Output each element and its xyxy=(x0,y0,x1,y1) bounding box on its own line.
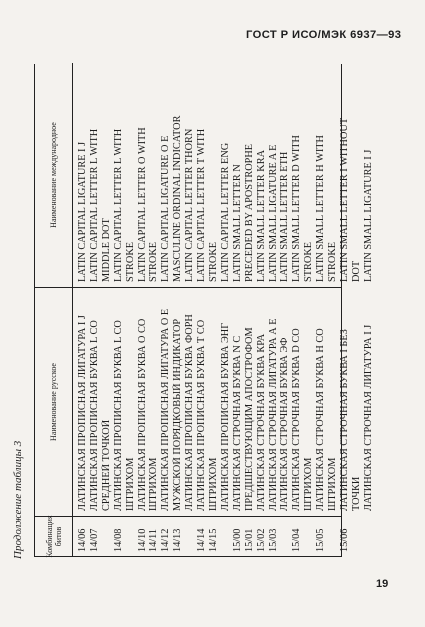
page-number: 19 xyxy=(376,578,389,590)
russian-name-line: ЛАТИНСКАЯ ПРОПИСНАЯ БУКВА L СО xyxy=(88,320,100,511)
russian-name-line: ЛАТИНСКАЯ ПРОПИСНАЯ ЛИГАТУРА I J xyxy=(77,315,88,511)
international-name-line: LATIN CAPITAL LETTER ENG xyxy=(219,142,231,282)
russian-name-line: ЛАТИНСКАЯ СТРОЧНАЯ ЛИГАТУРА I J xyxy=(362,324,374,511)
russian-name-line: ЛАТИНСКАЯ ПРОПИСНАЯ БУКВА L СО xyxy=(112,320,124,511)
russian-name-line: ТОЧКИ xyxy=(350,476,362,511)
russian-name-line: ПРЕДШЕСТВУЮЩИМ АПОСТРОФОМ xyxy=(243,327,255,511)
international-name-line: LATIN CAPITAL LIGATURE I J xyxy=(77,141,88,282)
bit-combination-cell: 15/02 xyxy=(255,528,267,552)
column-russian-name xyxy=(35,287,374,516)
bit-combination-cell: 15/00 xyxy=(231,528,243,552)
international-name-line: LATIN SMALL LETTER ETH xyxy=(279,151,291,282)
bit-combination-cell: 14/11 xyxy=(148,528,160,552)
international-name-line: LATIN SMALL LIGATURE I J xyxy=(362,149,374,282)
international-name-line: STROKE xyxy=(303,241,315,282)
bit-combination-cell: 15/01 xyxy=(243,528,255,552)
bit-combination-cell: 14/12 xyxy=(160,528,172,552)
international-name-line: STROKE xyxy=(327,241,339,282)
russian-name-line: ЛАТИНСКАЯ СТРОЧНАЯ БУКВА КРА xyxy=(255,333,267,511)
bit-combination-cell xyxy=(327,517,339,556)
russian-name-line: ЛАТИНСКАЯ СТРОЧНАЯ ЛИГАТУРА А Е xyxy=(267,318,279,511)
international-name-line: LATIN CAPITAL LETTER L WITH xyxy=(112,128,124,282)
bit-combination-cell: 14/07 xyxy=(88,528,100,552)
russian-name-line: ЛАТИНСКАЯ СТРОЧНАЯ БУКВА N С xyxy=(231,335,243,511)
header-russian-name: Наименование русское xyxy=(35,288,73,516)
international-name-line: LATIN CAPITAL LETTER L WITH xyxy=(88,128,100,282)
header-international-name: Наименование международное xyxy=(35,63,73,287)
russian-name-line: ШТРИХОМ xyxy=(207,457,219,511)
russian-name-line: ЛАТИНСКАЯ СТРОЧНАЯ БУКВА I БЕЗ xyxy=(338,329,350,511)
international-name-line: LATIN SMALL LETTER KRA xyxy=(255,149,267,282)
bit-combination-cell: 15/06 xyxy=(338,528,350,552)
bit-combination-cell: 14/10 xyxy=(136,528,148,552)
column-bit-combination xyxy=(35,515,350,558)
russian-rows xyxy=(77,288,375,516)
russian-name-line: ЛАТИНСКАЯ ПРОПИСНАЯ БУКВА Т СО xyxy=(196,319,208,511)
bit-combination-cell xyxy=(184,517,196,556)
international-name-line: STROKE xyxy=(124,241,136,282)
bit-combination-cell: 14/08 xyxy=(112,528,124,552)
international-name-line: PRECEDED BY APOSTROPHE xyxy=(243,143,255,282)
international-name-line: LATIN SMALL LIGATURE A E xyxy=(267,144,279,282)
standard-header: ГОСТ Р ИСО/МЭК 6937—93 xyxy=(246,29,402,41)
bit-combination-cell xyxy=(279,517,291,556)
international-name-line: LATIN CAPITAL LIGATURE O E xyxy=(160,135,172,282)
international-name-line: LATIN SMALL LETTER I WITHOUT xyxy=(338,117,350,282)
international-name-line: STROKE xyxy=(207,241,219,282)
international-name-line: MASCULINE ORDINAL INDICATOR xyxy=(172,115,184,282)
bit-combination-cell: 14/15 xyxy=(207,528,219,552)
bit-combination-cell: 14/13 xyxy=(172,528,184,552)
russian-name-line: ЛАТИНСКАЯ ПРОПИСНАЯ БУКВА ФОРН xyxy=(184,314,196,511)
column-international-name xyxy=(35,63,374,287)
international-name-line: STROKE xyxy=(148,241,160,282)
international-name-line: LATIN SMALL LETTER H WITH xyxy=(315,135,327,282)
bit-combination-cell xyxy=(125,517,137,556)
bit-combination-cell: 15/03 xyxy=(267,528,279,552)
russian-name-line: ЛАТИНСКАЯ ПРОПИСНАЯ ЛИГАТУРА О Е xyxy=(160,308,172,511)
russian-name-line: ЛАТИНСКАЯ ПРОПИСНАЯ БУКВА ЭНГ xyxy=(219,322,231,511)
international-name-line: LATIN SMALL LETTER D WITH xyxy=(291,135,303,282)
international-name-line: LATIN CAPITAL LETTER THORN xyxy=(184,128,196,282)
bit-combination-cell: 14/14 xyxy=(196,528,208,552)
international-name-line: LATIN CAPITAL LETTER T WITH xyxy=(196,128,208,282)
russian-name-line: ШТРИХОМ xyxy=(303,457,315,511)
international-name-line: LATIN CAPITAL LETTER O WITH xyxy=(136,127,148,282)
international-name-line: LATIN SMALL LETTER N xyxy=(231,164,243,282)
bit-combination-cell: 15/04 xyxy=(291,528,303,552)
bit-combination-cell xyxy=(101,517,113,556)
table-caption: Продолжение таблицы 3 xyxy=(12,440,24,559)
russian-name-line: МУЖСКОЙ ПОРЯДКОВЫЙ ИНДИКАТОР xyxy=(172,318,184,511)
russian-name-line: ШТРИХОМ xyxy=(148,457,160,511)
code-rows xyxy=(77,517,351,556)
international-name-line: MIDDLE DOT xyxy=(100,218,112,282)
bit-combination-cell: 14/06 xyxy=(77,528,88,552)
bit-combination-cell: 15/05 xyxy=(315,528,327,552)
bit-combination-cell xyxy=(220,517,232,556)
characters-table xyxy=(34,64,374,558)
international-rows xyxy=(77,63,375,287)
russian-name-line: ЛАТИНСКАЯ ПРОПИСНАЯ БУКВА О СО xyxy=(136,318,148,511)
russian-name-line: ШТРИХОМ xyxy=(124,457,136,511)
russian-name-line: ЛАТИНСКАЯ СТРОЧНАЯ БУКВА ЭФ xyxy=(279,337,291,511)
header-bit-combination: Комбинация битов xyxy=(35,517,73,556)
rotated-table-block xyxy=(6,62,374,567)
bit-combination-cell xyxy=(303,517,315,556)
russian-name-line: СРЕДНЕЙ ТОЧКОЙ xyxy=(100,419,112,511)
international-name-line: DOT xyxy=(350,260,362,282)
russian-name-line: ШТРИХОМ xyxy=(327,457,339,511)
russian-name-line: ЛАТИНСКАЯ СТРОЧНАЯ БУКВА D СО xyxy=(291,328,303,511)
russian-name-line: ЛАТИНСКАЯ СТРОЧНАЯ БУКВА Н СО xyxy=(315,328,327,511)
